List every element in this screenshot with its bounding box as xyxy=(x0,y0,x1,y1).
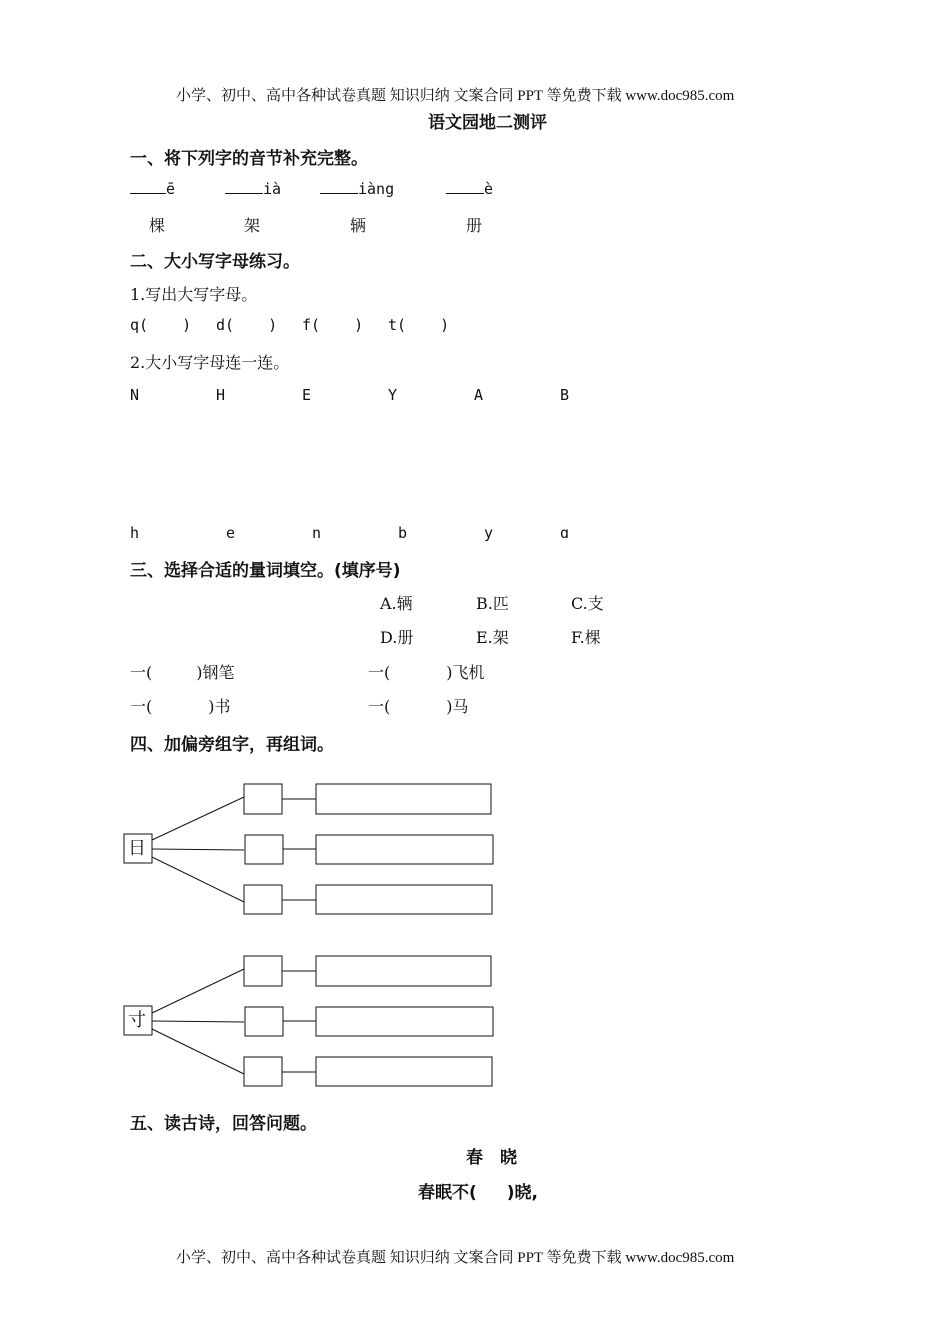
lower-letter-3[interactable]: n xyxy=(312,524,322,542)
word-box-1-1[interactable] xyxy=(316,784,491,814)
letter-4: t xyxy=(388,316,398,334)
syllable-4: è xyxy=(484,180,494,198)
syllable-3: iàng xyxy=(358,180,395,198)
lower-letter-5[interactable]: y xyxy=(484,524,494,542)
word-box-1-3[interactable] xyxy=(316,885,492,914)
section-1-heading: 一、将下列字的音节补充完整。 xyxy=(130,149,368,169)
lower-letter-4[interactable]: b xyxy=(398,524,408,542)
upper-letter-5[interactable]: A xyxy=(474,386,484,404)
fill-item-2: 一( )飞机 xyxy=(368,663,485,682)
section-4-heading: 四、加偏旁组字，再组词。 xyxy=(130,735,334,755)
char-box-2-2[interactable] xyxy=(245,1007,283,1036)
char-box-1-3[interactable] xyxy=(244,885,282,914)
letter-2: d xyxy=(216,316,226,334)
option-c: C.支 xyxy=(571,594,604,613)
letter-item-2: d( ) xyxy=(216,316,278,334)
char-box-1-2[interactable] xyxy=(245,835,283,864)
option-b: B.匹 xyxy=(476,594,509,613)
page-title: 语文园地二测评 xyxy=(428,113,547,133)
letter-item-1: q( ) xyxy=(130,316,192,334)
section-3-heading: 三、选择合适的量词填空。(填序号) xyxy=(130,561,401,581)
syllable-2: ià xyxy=(263,180,282,198)
radical-1: 日 xyxy=(128,838,146,859)
poem-line-1: 春眠不( )晓, xyxy=(418,1183,539,1203)
option-f: F.棵 xyxy=(571,628,601,647)
fill-item-4: 一( )马 xyxy=(368,697,469,716)
syllable-1: ē xyxy=(166,180,176,198)
word-box-2-2[interactable] xyxy=(316,1007,493,1036)
fill-item-3: 一( )书 xyxy=(130,697,231,716)
char-1: 棵 xyxy=(149,216,166,235)
char-4: 册 xyxy=(466,216,483,235)
upper-letter-3[interactable]: E xyxy=(302,386,312,404)
word-box-2-1[interactable] xyxy=(316,956,491,986)
upper-letter-1[interactable]: N xyxy=(130,386,140,404)
lower-letter-2[interactable]: e xyxy=(226,524,236,542)
option-d: D.册 xyxy=(380,628,414,647)
question-2-1: 1.写出大写字母。 xyxy=(130,285,258,304)
lower-letter-6[interactable]: ɑ xyxy=(560,524,570,542)
option-a: A.辆 xyxy=(380,594,413,613)
char-box-1-1[interactable] xyxy=(244,784,282,814)
upper-letter-2[interactable]: H xyxy=(216,386,226,404)
poem-title: 春 晓 xyxy=(466,1148,517,1168)
question-2-2: 2.大小写字母连一连。 xyxy=(130,353,290,372)
char-box-2-1[interactable] xyxy=(244,956,282,986)
letter-1: q xyxy=(130,316,140,334)
char-2: 架 xyxy=(244,216,261,235)
lower-letter-1[interactable]: h xyxy=(130,524,140,542)
letter-item-4: t( ) xyxy=(388,316,450,334)
letter-item-3: f( ) xyxy=(302,316,364,334)
upper-letter-6[interactable]: B xyxy=(560,386,570,404)
word-box-1-2[interactable] xyxy=(316,835,493,864)
letter-3: f xyxy=(302,316,312,334)
radical-2: 寸 xyxy=(128,1010,146,1031)
section-5-heading: 五、读古诗，回答问题。 xyxy=(130,1114,317,1134)
page-header: 小学、初中、高中各种试卷真题 知识归纳 文案合同 PPT 等免费下载 www.doc985.com xyxy=(176,88,735,104)
char-3: 辆 xyxy=(350,216,367,235)
upper-letter-4[interactable]: Y xyxy=(388,386,398,404)
word-box-2-3[interactable] xyxy=(316,1057,492,1086)
fill-item-1: 一( )钢笔 xyxy=(130,663,235,682)
page-footer: 小学、初中、高中各种试卷真题 知识归纳 文案合同 PPT 等免费下载 www.doc985.com xyxy=(176,1250,735,1266)
char-box-2-3[interactable] xyxy=(244,1057,282,1086)
section-2-heading: 二、大小写字母练习。 xyxy=(130,252,300,272)
option-e: E.架 xyxy=(476,628,509,647)
